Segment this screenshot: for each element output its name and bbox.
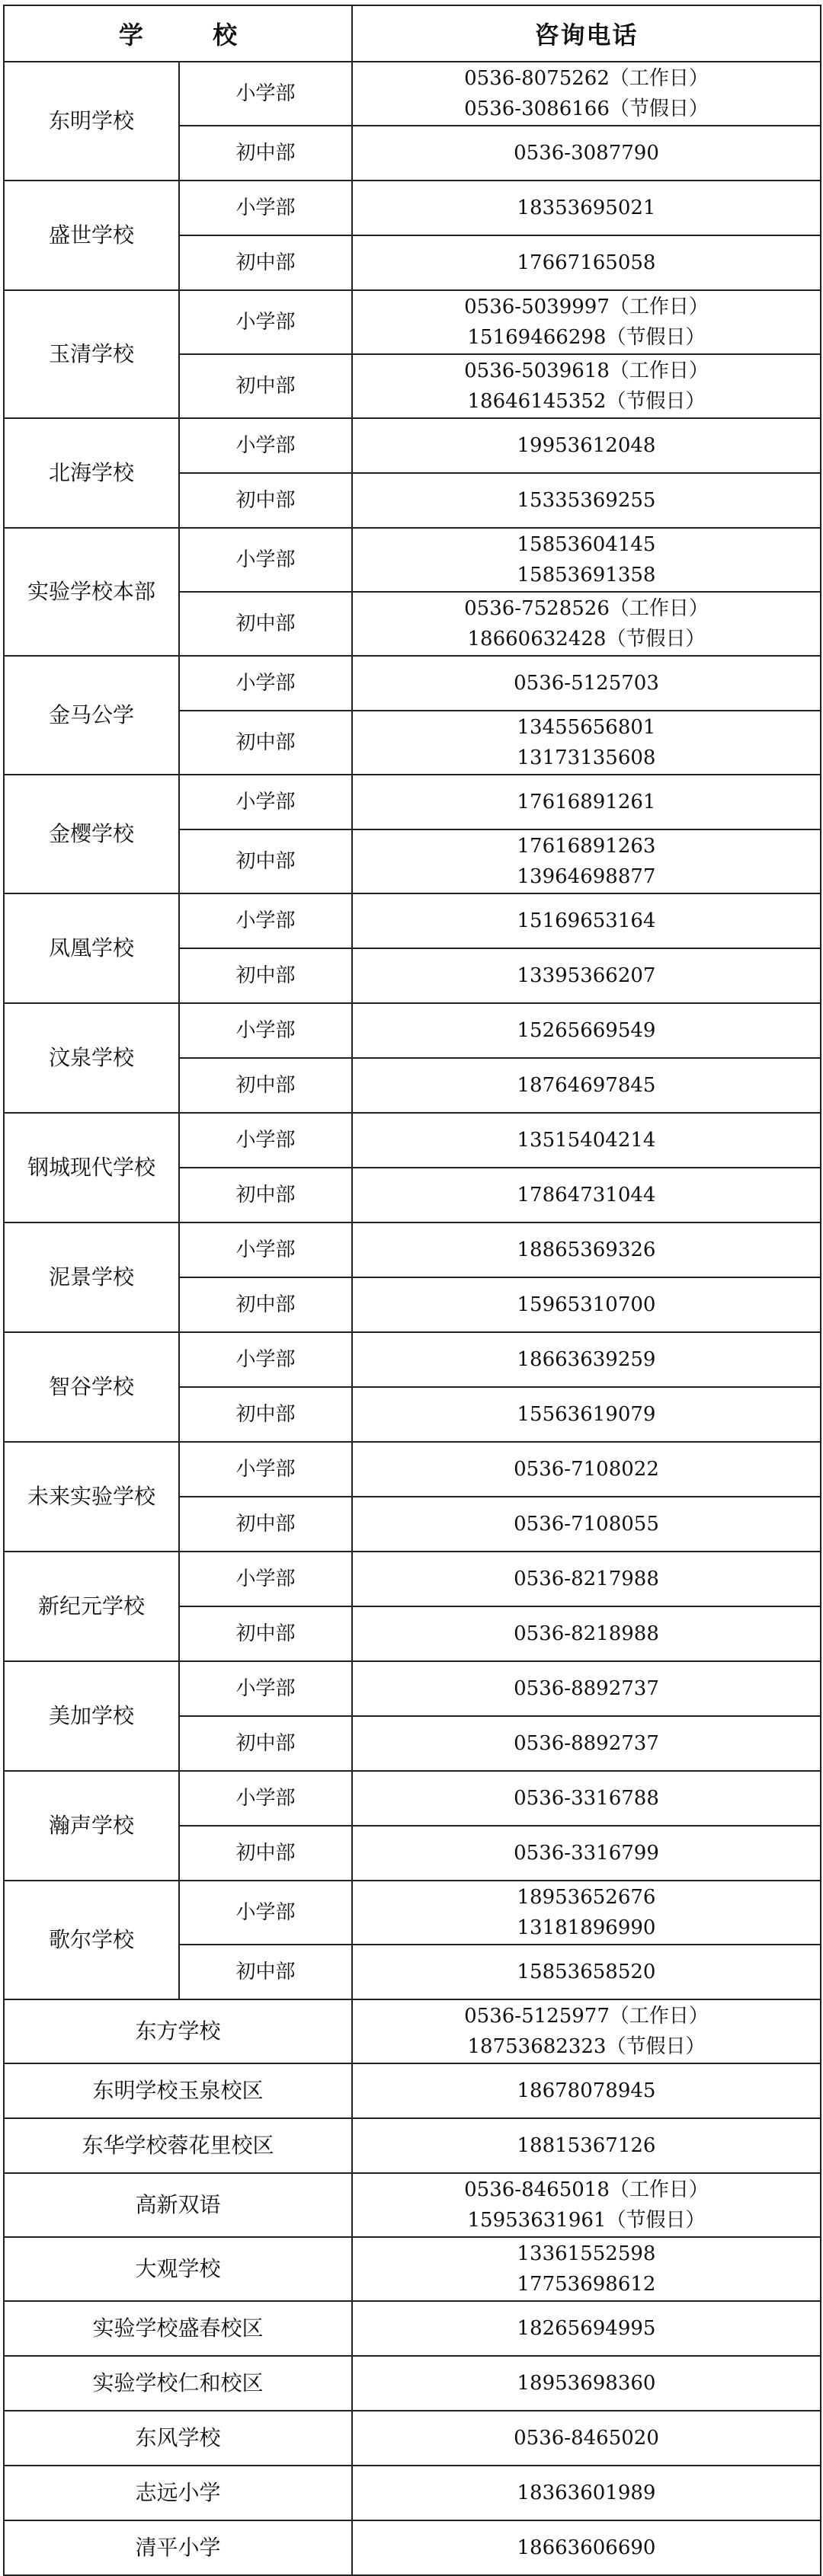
phone-number: 0536-5039997（工作日） [464,296,709,318]
phone-number: 15953631961（节假日） [467,2209,706,2232]
table-row [4,1881,821,1945]
phone-number: 19953612048 [517,434,656,457]
department: 小学部 [179,1881,352,1945]
phone-number: 13361552598 [517,2242,656,2265]
department: 初中部 [179,1716,352,1771]
phone-cell [352,1771,821,1826]
phone-number: 15853658520 [517,1961,656,1983]
phone-cell [352,126,821,181]
table-row [4,1552,821,1606]
phone-cell [352,2466,821,2520]
department: 小学部 [179,1003,352,1058]
phone-number: 17616891263 [517,835,656,858]
table-row [4,775,821,829]
phone-cell [352,2063,821,2118]
phone-number: 0536-8892737 [514,1732,659,1755]
phone-number: 13173135608 [517,746,656,769]
phone-number: 15563619079 [517,1403,656,1426]
header-school: 学 校 [4,5,352,62]
department: 小学部 [179,62,352,126]
phone-cell [352,418,821,473]
phone-cell [352,2411,821,2466]
phone-cell [352,592,821,656]
phone-cell [352,1442,821,1497]
phone-cell [352,1881,821,1945]
phone-number: 0536-8075262（工作日） [464,67,709,90]
phone-number: 15169466298（节假日） [467,326,706,349]
school-name: 东华学校蓉花里校区 [4,2118,352,2173]
table-row [4,62,821,126]
phone-cell [352,2173,821,2237]
department: 小学部 [179,1442,352,1497]
department: 小学部 [179,418,352,473]
table-row [4,893,821,948]
phone-cell [352,2301,821,2356]
phone-number: 0536-3316799 [514,1842,659,1865]
department: 初中部 [179,829,352,893]
phone-number: 18353695021 [517,197,656,219]
phone-number: 18953652676 [517,1886,656,1909]
school-name: 东明学校玉泉校区 [4,2063,352,2118]
department: 初中部 [179,235,352,290]
phone-number: 18646145352（节假日） [467,390,706,413]
phone-cell [352,656,821,711]
phone-number: 15853691358 [517,564,656,586]
department: 初中部 [179,1387,352,1442]
table-row [4,2118,821,2173]
department: 初中部 [179,592,352,656]
phone-number: 15853604145 [517,533,656,556]
phone-cell [352,1606,821,1661]
phone-number: 18953698360 [517,2372,656,2395]
phone-cell [352,2356,821,2411]
department: 初中部 [179,711,352,775]
phone-number: 18663639259 [517,1348,656,1371]
phone-number: 18663606690 [517,2536,656,2559]
phone-number: 0536-5125703 [514,672,659,695]
phone-cell [352,181,821,235]
table-row [4,2411,821,2466]
phone-number: 18265694995 [517,2317,656,2340]
phone-cell [352,1222,821,1277]
phone-number: 18363601989 [517,2482,656,2504]
department: 初中部 [179,1606,352,1661]
phone-cell [352,829,821,893]
phone-number: 17753698612 [517,2273,656,2296]
phone-cell [352,2520,821,2575]
school-name: 泥景学校 [4,1222,179,1332]
table-row [4,2520,821,2575]
phone-cell [352,948,821,1003]
department: 初中部 [179,948,352,1003]
school-name: 美加学校 [4,1661,179,1771]
phone-number: 15335369255 [517,489,656,512]
school-name: 新纪元学校 [4,1552,179,1661]
school-name: 实验学校盛春校区 [4,2301,352,2356]
department: 小学部 [179,290,352,354]
department: 小学部 [179,528,352,592]
table-row [4,1999,821,2063]
header-phone: 咨询电话 [352,5,821,62]
school-name: 高新双语 [4,2173,352,2237]
phone-number: 15169653164 [517,909,656,932]
department: 初中部 [179,1497,352,1552]
phone-number: 0536-7108055 [514,1513,659,1536]
phone-number: 17864731044 [517,1184,656,1207]
phone-number: 18660632428（节假日） [467,628,706,650]
department: 初中部 [179,1168,352,1222]
school-name: 实验学校仁和校区 [4,2356,352,2411]
phone-number: 0536-8892737 [514,1677,659,1700]
department: 小学部 [179,1222,352,1277]
table-row [4,2237,821,2301]
school-name: 凤凰学校 [4,893,179,1003]
school-name: 东明学校 [4,62,179,181]
phone-number: 17667165058 [517,251,656,274]
phone-cell [352,1552,821,1606]
phone-number: 0536-8465018（工作日） [464,2178,709,2201]
table-row [4,181,821,235]
phone-cell [352,1168,821,1222]
department: 小学部 [179,775,352,829]
school-name: 北海学校 [4,418,179,528]
department: 初中部 [179,473,352,528]
table-row [4,2356,821,2411]
phone-cell [352,62,821,126]
table-row [4,656,821,711]
table-row [4,1222,821,1277]
school-name: 大观学校 [4,2237,352,2301]
table-row [4,2466,821,2520]
phone-number: 18678078945 [517,2079,656,2102]
department: 初中部 [179,126,352,181]
department: 小学部 [179,1771,352,1826]
phone-number: 0536-5125977（工作日） [464,2005,709,2028]
phone-cell [352,1716,821,1771]
phone-number: 15265669549 [517,1019,656,1042]
department: 初中部 [179,1277,352,1332]
phone-cell [352,2237,821,2301]
school-name: 实验学校本部 [4,528,179,656]
phone-cell [352,1113,821,1168]
phone-number: 0536-8218988 [514,1622,659,1645]
school-name: 玉清学校 [4,290,179,418]
department: 小学部 [179,893,352,948]
phone-number: 0536-7108022 [514,1458,659,1481]
school-name: 未来实验学校 [4,1442,179,1552]
table-row [4,1771,821,1826]
school-name: 瀚声学校 [4,1771,179,1881]
phone-number: 0536-3086166（节假日） [464,97,709,120]
phone-cell [352,1332,821,1387]
phone-cell [352,711,821,775]
table-header-row [4,5,821,62]
phone-cell [352,473,821,528]
phone-number: 13181896990 [517,1916,656,1939]
phone-cell [352,290,821,354]
phone-number: 18753682323（节假日） [467,2035,706,2058]
school-name: 智谷学校 [4,1332,179,1442]
table-row [4,528,821,592]
phone-number: 0536-8217988 [514,1568,659,1590]
table-row [4,1003,821,1058]
department: 小学部 [179,1661,352,1716]
phone-number: 0536-3087790 [514,142,659,165]
phone-number: 0536-5039618（工作日） [464,360,709,382]
phone-number: 15965310700 [517,1293,656,1316]
department: 小学部 [179,1552,352,1606]
school-name: 汶泉学校 [4,1003,179,1113]
phone-number: 18865369326 [517,1238,656,1261]
table-row [4,2301,821,2356]
phone-cell [352,893,821,948]
department: 小学部 [179,1332,352,1387]
phone-cell [352,2118,821,2173]
phone-cell [352,528,821,592]
table-row [4,1661,821,1716]
school-name: 志远小学 [4,2466,352,2520]
school-name: 金马公学 [4,656,179,775]
phone-number: 13515404214 [517,1129,656,1152]
department: 小学部 [179,1113,352,1168]
phone-cell [352,1277,821,1332]
table-row [4,1442,821,1497]
school-name: 盛世学校 [4,181,179,290]
phone-cell [352,1826,821,1881]
phone-cell [352,775,821,829]
school-name: 钢城现代学校 [4,1113,179,1222]
phone-cell [352,235,821,290]
phone-number: 17616891261 [517,791,656,813]
department: 小学部 [179,181,352,235]
table-row [4,290,821,354]
school-name: 清平小学 [4,2520,352,2575]
school-name: 歌尔学校 [4,1881,179,1999]
phone-number: 13455656801 [517,716,656,739]
phone-cell [352,1661,821,1716]
phone-cell [352,1003,821,1058]
phone-number: 0536-3316788 [514,1787,659,1810]
phone-cell [352,1999,821,2063]
phone-number: 18764697845 [517,1074,656,1097]
phone-cell [352,1945,821,1999]
phone-cell [352,1497,821,1552]
table-row [4,2063,821,2118]
table-row [4,1332,821,1387]
phone-cell [352,354,821,418]
phone-number: 13395366207 [517,964,656,987]
school-phone-table [3,5,821,2576]
phone-number: 13964698877 [517,865,656,888]
department: 初中部 [179,1826,352,1881]
table-row [4,418,821,473]
department: 初中部 [179,1945,352,1999]
phone-number: 0536-8465020 [514,2427,659,2450]
phone-cell [352,1058,821,1113]
department: 初中部 [179,1058,352,1113]
department: 初中部 [179,354,352,418]
table-row [4,1113,821,1168]
phone-number: 0536-7528526（工作日） [464,597,709,620]
school-name: 金樱学校 [4,775,179,893]
phone-number: 18815367126 [517,2134,656,2157]
phone-cell [352,1387,821,1442]
school-name: 东方学校 [4,1999,352,2063]
school-name: 东风学校 [4,2411,352,2466]
table-body [4,62,821,2575]
table-row [4,2173,821,2237]
department: 小学部 [179,656,352,711]
